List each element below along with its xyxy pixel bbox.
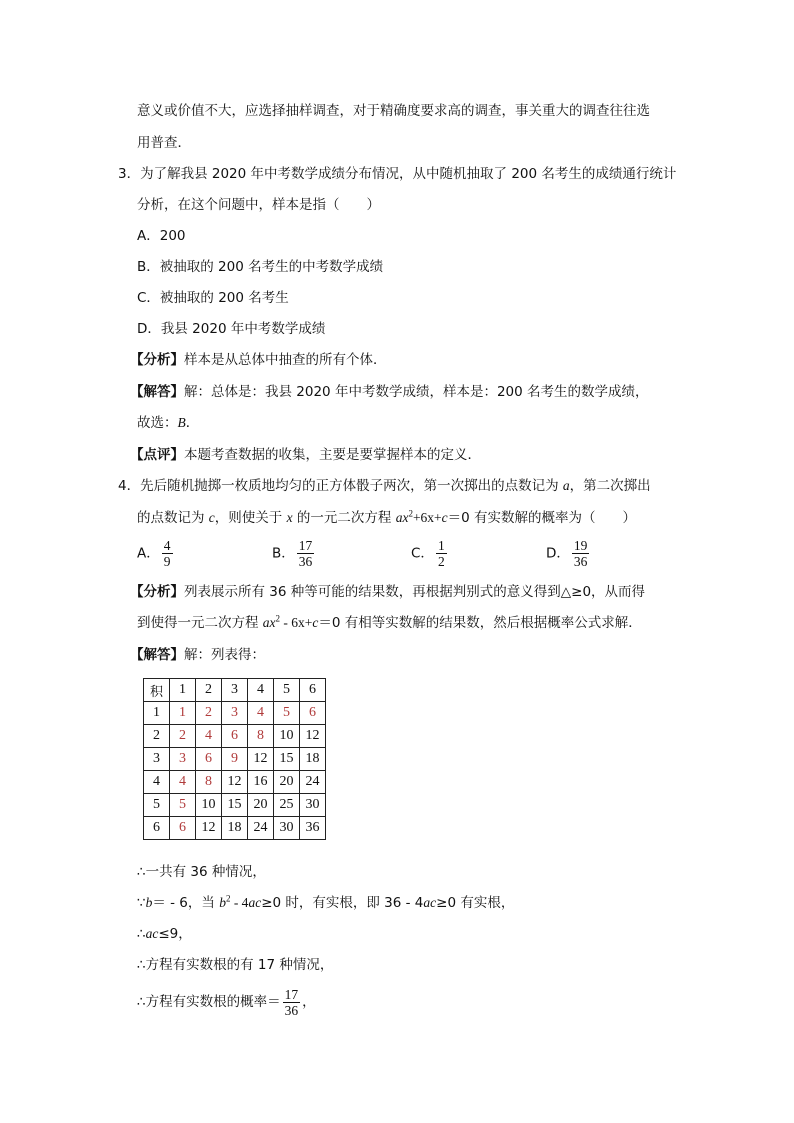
- q3-analysis: [130, 350, 387, 370]
- q3-option-c: C．被抽取的 200 名考生: [137, 290, 289, 306]
- q3-choice-suffix: ．: [185, 415, 200, 431]
- table-cell: 30: [300, 794, 326, 817]
- q4-option-d-den: 36: [573, 554, 588, 569]
- q4-analysis-tail: ＝0 有相等实数解的结果数，然后根据概率公式求解．: [318, 615, 642, 631]
- q4-option-d-label: D．: [546, 545, 570, 562]
- q4-option-d-num: 19: [573, 538, 588, 553]
- table-header-row: [144, 679, 326, 702]
- q4-eq-c: c: [441, 510, 448, 525]
- q4-var-a: a: [562, 478, 570, 493]
- table-cell: 8: [196, 771, 222, 794]
- q4-analysis-text-1: 列表展示所有 36 种等可能的结果数，再根据判别式的意义得到△≥0，从而得: [184, 584, 646, 600]
- q4-option-b-label: B．: [272, 545, 295, 562]
- q4-option-a: [137, 538, 175, 569]
- table-cell: 4: [248, 702, 274, 725]
- table-cell: 15: [222, 794, 248, 817]
- q4-analysis-ax: ax: [262, 615, 276, 630]
- table-cell: 16: [248, 771, 274, 794]
- q4-analysis-line-2: [137, 613, 642, 633]
- q4-eq-mid: +6x+: [412, 510, 442, 525]
- q3-analysis-text: 样本是从总体中抽查的所有个体．: [184, 352, 387, 368]
- table-cell: 5: [274, 702, 300, 725]
- q3-stem-line-1: 3．为了解我县 2020 年中考数学成绩分布情况，从中随机抽取了 200 名考生的成绩通行统计: [118, 166, 677, 182]
- intro-line-1: 意义或价值不大，应选择抽样调查，对于精确度要求高的调查，事关重大的调查往往选: [137, 103, 650, 119]
- q4-step-2-text-2: ≥0 时，有实根，即 36 - 4: [261, 895, 424, 911]
- q4-option-a-label: A．: [137, 545, 160, 562]
- q4-stem-text-2: ，第二次掷出: [569, 478, 651, 494]
- table-cell: 12: [248, 748, 274, 771]
- q4-option-a-den: 9: [163, 554, 171, 569]
- q4-stem-line-1: [118, 476, 651, 496]
- q4-option-d: [546, 538, 591, 569]
- q3-choice-letter: B: [177, 415, 186, 430]
- q4-step-1: ∴一共有 36 种情况，: [137, 864, 266, 880]
- q4-analysis-exp: 2: [275, 613, 281, 624]
- q3-analysis-tag: 【分析】: [130, 352, 184, 368]
- table-cell: 6: [300, 679, 326, 702]
- table-cell: 6: [170, 817, 196, 840]
- table-cell: 1: [144, 702, 170, 725]
- table-cell: 1: [170, 679, 196, 702]
- table-cell: 6: [300, 702, 326, 725]
- table-cell: 12: [196, 817, 222, 840]
- q4-step-2-b: b: [145, 895, 153, 910]
- q4-stem-text-4: ，则使关于: [214, 510, 287, 526]
- q4-step-3-ac: ac: [145, 926, 159, 941]
- q4-answer-text: 解：列表得：: [184, 647, 265, 663]
- q3-choice: [137, 413, 199, 433]
- q3-answer: [130, 382, 649, 402]
- q3-comment-text: 本题考查数据的收集，主要是要掌握样本的定义．: [184, 447, 481, 463]
- q4-stem-text-5: 的一元二次方程: [292, 510, 396, 526]
- table-cell: 5: [170, 794, 196, 817]
- q4-step-4: ∴方程有实数根的有 17 种情况，: [137, 957, 334, 973]
- q3-comment: [130, 445, 481, 465]
- q4-var-c: c: [208, 510, 215, 525]
- q4-option-c-den: 2: [437, 554, 445, 569]
- table-cell: 25: [274, 794, 300, 817]
- q3-stem-line-2: 分析，在这个问题中，样本是指（ ）: [137, 197, 380, 213]
- table-cell: 10: [274, 725, 300, 748]
- table-cell: 4: [170, 771, 196, 794]
- q4-option-b: [272, 538, 316, 569]
- table-cell: 5: [144, 794, 170, 817]
- q4-analysis-c: c: [312, 615, 319, 630]
- q4-option-b-fraction: [297, 538, 315, 569]
- q4-step-5-fraction: [283, 987, 301, 1018]
- table-cell: 12: [222, 771, 248, 794]
- table-cell: 9: [222, 748, 248, 771]
- table-cell: 20: [274, 771, 300, 794]
- table-row: [144, 794, 326, 817]
- q4-step-5: [137, 986, 316, 1018]
- intro-line-2: 用普查．: [137, 135, 191, 151]
- q4-option-a-fraction: [162, 538, 173, 569]
- q4-step-2-ac2: ac: [423, 895, 437, 910]
- table-row: [144, 702, 326, 725]
- table-cell: 6: [196, 748, 222, 771]
- q4-eq-ax: ax: [395, 510, 409, 525]
- q4-var-x: x: [286, 510, 293, 525]
- q4-analysis-text-2: 到使得一元二次方程: [137, 615, 263, 631]
- q4-stem-text-1: 4．先后随机抛掷一枚质地均匀的正方体骰子两次，第一次掷出的点数记为: [118, 478, 563, 494]
- q4-step-5-num: 17: [284, 986, 299, 1002]
- table-cell: 15: [274, 748, 300, 771]
- q4-step-3-text: ≤9，: [158, 926, 192, 942]
- q4-step-3-therefore: ∴: [137, 926, 146, 942]
- table-row: [144, 817, 326, 840]
- q4-option-a-num: 4: [163, 538, 171, 553]
- q4-step-3: [137, 924, 192, 944]
- q4-eq-tail: ＝0 有实数解的概率为（ ）: [447, 510, 637, 526]
- table-cell: 6: [144, 817, 170, 840]
- table-cell: 3: [144, 748, 170, 771]
- q4-step-5-comma: ，: [302, 994, 316, 1010]
- q4-step-2-ac: ac: [248, 895, 262, 910]
- table-cell: 12: [300, 725, 326, 748]
- q3-answer-tag: 【解答】: [130, 384, 184, 400]
- q4-step-2-b2: b: [219, 895, 226, 910]
- table-cell: 1: [170, 702, 196, 725]
- q4-stem-line-2: [137, 508, 636, 528]
- q3-choice-prefix: 故选：: [137, 415, 178, 431]
- table-cell: 36: [300, 817, 326, 840]
- q4-analysis-line-1: [130, 582, 645, 602]
- q4-analysis-mid: - 6x+: [280, 615, 313, 630]
- table-cell: 30: [274, 817, 300, 840]
- q3-option-d: D．我县 2020 年中考数学成绩: [137, 321, 326, 337]
- table-cell: 2: [196, 702, 222, 725]
- table-row: [144, 771, 326, 794]
- q3-option-a: A．200: [137, 228, 186, 244]
- table-cell: 3: [170, 748, 196, 771]
- q4-stem-text-3: 的点数记为: [137, 510, 209, 526]
- table-cell: 20: [248, 794, 274, 817]
- table-row: [144, 748, 326, 771]
- table-cell: 2: [170, 725, 196, 748]
- table-cell: 2: [196, 679, 222, 702]
- q4-analysis-tag: 【分析】: [130, 584, 184, 600]
- q4-answer-tag: 【解答】: [130, 647, 184, 663]
- q4-option-c: [411, 538, 449, 569]
- table-cell: 5: [274, 679, 300, 702]
- q4-option-b-num: 17: [298, 538, 313, 553]
- table-cell: 3: [222, 702, 248, 725]
- table-cell: 4: [144, 771, 170, 794]
- table-cell: 18: [222, 817, 248, 840]
- q4-step-2: [137, 893, 514, 913]
- q4-step-2-text-1: ＝ - 6，当: [152, 895, 220, 911]
- q4-option-b-den: 36: [298, 554, 313, 569]
- table-cell: 3: [222, 679, 248, 702]
- table-row: [144, 725, 326, 748]
- product-table: [143, 678, 326, 840]
- q3-answer-text: 解：总体是：我县 2020 年中考数学成绩，样本是：200 名考生的数学成绩，: [184, 384, 649, 400]
- table-cell: 24: [248, 817, 274, 840]
- q4-step-2-text-3: ≥0 有实根，: [436, 895, 515, 911]
- table-cell: 4: [248, 679, 274, 702]
- q4-option-c-num: 1: [437, 538, 445, 553]
- q4-eq-exp: 2: [408, 508, 413, 519]
- table-cell: 18: [300, 748, 326, 771]
- q4-step-2-minus: - 4: [230, 895, 249, 910]
- table-cell: 24: [300, 771, 326, 794]
- q4-step-2-because: ∵: [137, 895, 146, 911]
- q4-step-5-text: ∴方程有实数根的概率＝: [137, 994, 281, 1010]
- table-cell: 积: [144, 679, 170, 702]
- table-cell: 6: [222, 725, 248, 748]
- q4-option-c-fraction: [436, 538, 447, 569]
- table-cell: 10: [196, 794, 222, 817]
- q3-comment-tag: 【点评】: [130, 447, 184, 463]
- table-cell: 8: [248, 725, 274, 748]
- q4-step-5-den: 36: [284, 1002, 299, 1018]
- table-cell: 2: [144, 725, 170, 748]
- q4-option-c-label: C．: [411, 545, 434, 562]
- q3-option-b: B．被抽取的 200 名考生的中考数学成绩: [137, 259, 384, 275]
- q4-answer: [130, 645, 265, 665]
- q4-step-2-exp: 2: [225, 893, 231, 904]
- table-cell: 4: [196, 725, 222, 748]
- q4-option-d-fraction: [572, 538, 590, 569]
